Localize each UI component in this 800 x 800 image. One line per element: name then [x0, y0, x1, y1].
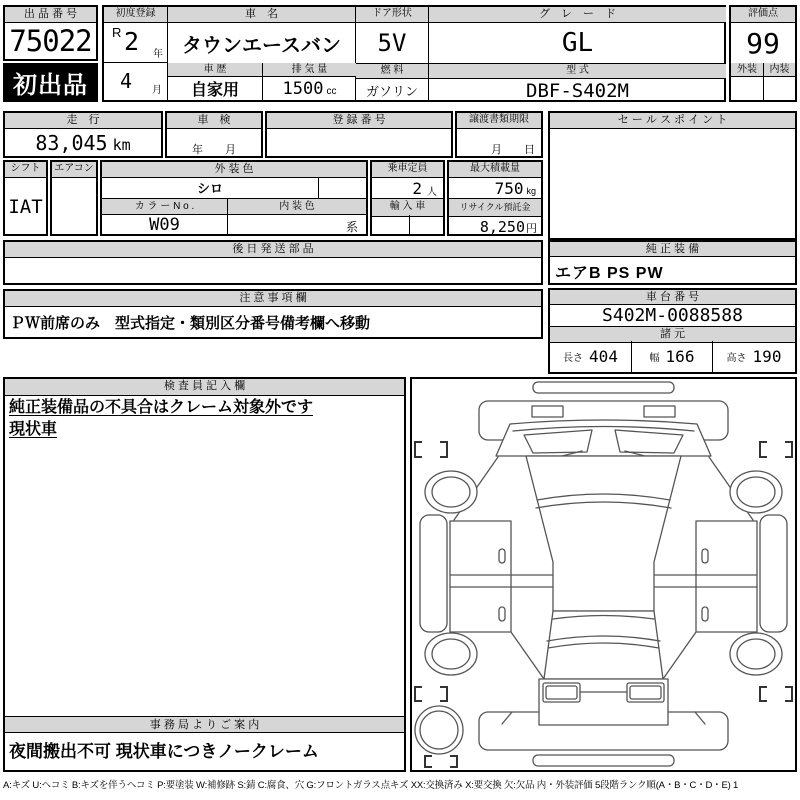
inspector-box: [3, 377, 406, 772]
history-label: 車 歴: [168, 63, 262, 77]
interior-color-cell: [227, 215, 366, 234]
office-notice-value: 夜間搬出不可 現状車につきノークレーム: [9, 742, 319, 761]
sales-point-box: [548, 111, 797, 240]
mileage-unit: km: [112, 136, 131, 154]
spec-width-cell: [631, 341, 712, 372]
mileage-box: [3, 111, 163, 158]
oem-equipment-label: 純 正 装 備: [550, 242, 795, 257]
caution-value: ＰＷ前席のみ 型式指定・類別区分番号備考欄へ移動: [10, 315, 371, 332]
mileage-label: 走 行: [5, 113, 161, 129]
left-mirror-bracket: [415, 442, 447, 457]
door-column: [356, 7, 429, 100]
grade-value: GL: [429, 23, 726, 64]
spare-tire: [415, 706, 463, 754]
later-parts-value: [5, 257, 541, 283]
later-parts-box: [3, 240, 543, 285]
chassis-label: 車 台 番 号: [550, 290, 795, 305]
capacity-cell: [372, 178, 443, 198]
door-value: 5V: [356, 23, 428, 64]
mileage-cell: [5, 129, 161, 157]
rear-hatch: [544, 611, 663, 679]
transfer-docs-label: 譲渡書類期限: [457, 113, 541, 129]
caution-label: 注 意 事 項 欄: [5, 291, 541, 307]
history-value: 自家用: [190, 82, 239, 99]
color-no-label: カ ラ ー N o .: [102, 198, 227, 215]
color-area-box: [100, 160, 368, 236]
lot-number-value: 75022: [9, 24, 92, 58]
displacement-cell: [262, 77, 356, 100]
displacement-label: 排 気 量: [262, 63, 356, 77]
spec-width-label: 幅: [649, 353, 660, 364]
left-sill: [420, 515, 447, 632]
left-doors: [450, 521, 511, 632]
right-doors: [696, 521, 757, 632]
inspector-label: 検 査 員 記 入 欄: [5, 379, 404, 396]
capacity-label: 乗車定員: [372, 162, 443, 178]
vehicle-header-box: [102, 5, 726, 102]
recycle-deposit-label: リサイクル預託金: [449, 198, 541, 217]
registration-number-label: 登 録 番 号: [267, 113, 451, 129]
oem-equipment-value: エアB PS PW: [555, 265, 664, 282]
exterior-color-label: 外 装 色: [102, 162, 366, 178]
car-name-label: 車 名: [168, 7, 355, 23]
rear-lower-bar: [533, 755, 674, 766]
spec-width-value: 166: [665, 347, 695, 366]
oem-equipment-box: [548, 240, 797, 285]
right-mirror-bracket: [760, 442, 792, 457]
recycle-deposit-unit: 円: [526, 222, 537, 235]
reg-month-unit: 月: [152, 85, 162, 96]
capacity-box: [370, 160, 445, 236]
inspection-label: 車 検: [167, 113, 261, 129]
shift-box: [3, 160, 48, 236]
spec-height-value: 190: [752, 347, 782, 366]
grade-column: [429, 7, 726, 100]
transfer-docs-box: [455, 111, 543, 158]
recycle-deposit-cell: [449, 217, 541, 236]
color-no-value: W09: [149, 214, 180, 235]
fuel-value: ガソリン: [365, 84, 418, 99]
interior-grade-label: 内装: [763, 63, 795, 77]
recycle-deposit-value: 8,250: [479, 217, 525, 236]
spec-length-value: 404: [589, 347, 618, 366]
aircon-value: [52, 178, 96, 235]
max-load-box: [447, 160, 543, 236]
car-name-column: [168, 7, 356, 100]
registration-number-box: [265, 111, 453, 158]
displacement-unit: cc: [326, 86, 337, 97]
spec-height-cell: [712, 341, 795, 372]
score-label: 評価点: [731, 7, 795, 23]
interior-color-suffix: 系: [345, 220, 358, 234]
lot-number-label: 出 品 番 号: [5, 7, 96, 23]
office-notice-label: 事 務 局 よ り ご 案 内: [5, 716, 404, 733]
max-load-value: 750: [494, 178, 524, 198]
reg-year: 2: [124, 27, 140, 56]
score-value: 99: [731, 23, 795, 64]
exterior-color-value: シロ: [196, 181, 223, 196]
inspector-note-line2: 現状車: [9, 421, 58, 438]
specs-label: 諸 元: [550, 327, 795, 343]
car-exterior-diagram: [412, 379, 795, 769]
score-box: [729, 5, 797, 102]
first-listing-badge: 初出品: [3, 63, 98, 102]
spec-height-label: 高さ: [726, 353, 747, 364]
displacement-value: 1500: [282, 78, 324, 99]
era-letter: R: [112, 25, 122, 40]
import-car-label: 輸 入 車: [372, 198, 443, 217]
first-registration-column: [104, 7, 168, 100]
import-car-cell-left: [372, 215, 409, 234]
chassis-box: [548, 288, 797, 374]
sales-point-value: [550, 128, 795, 238]
inspector-notes: [5, 395, 404, 716]
reg-year-unit: 年: [153, 49, 163, 60]
inspector-note-line1: 純正装備品の不具合はクレーム対象外です: [9, 399, 314, 416]
roof-panel: [526, 456, 681, 611]
exterior-color-spare-cell: [318, 177, 366, 198]
sales-point-label: セ ー ル ス ポ イ ン ト: [550, 113, 795, 129]
import-car-cell-right: [409, 215, 443, 234]
registration-number-value: [267, 129, 451, 157]
damage-code-legend: A:キズ U:ヘコミ B:キズを伴うヘコミ P:要塗装 W:補修跡 S:錆 C:腐食、穴 G:フロントガラス点キズ XX:交換済み X:要交換 欠:欠品 内・外装評価 5段階ランク順(A・B・C・D・E) 1: [3, 780, 739, 791]
door-label: ドア形状: [356, 7, 428, 23]
max-load-unit: kg: [526, 186, 536, 196]
interior-color-label: 内 装 色: [227, 198, 366, 215]
inspection-box: [165, 111, 263, 158]
first-registration-month-cell: [104, 63, 167, 100]
specs-row: [550, 341, 795, 372]
interior-grade-value: [763, 77, 795, 100]
caution-box: [3, 289, 543, 339]
chassis-value: S402M-0088588: [550, 305, 795, 327]
first-registration-year-cell: [104, 22, 167, 63]
inspection-value: 年 月: [192, 144, 236, 156]
first-registration-label: 初度登録: [104, 7, 167, 23]
model-code-value: DBF-S402M: [526, 79, 629, 102]
later-parts-label: 後 日 発 送 部 品: [5, 242, 541, 258]
spec-length-cell: [550, 341, 631, 372]
model-code-label: 型 式: [429, 64, 726, 79]
capacity-unit: 人: [427, 187, 437, 198]
aircon-box: [50, 160, 98, 236]
max-load-label: 最大積載量: [449, 162, 541, 178]
lot-number-box: [3, 5, 98, 61]
spec-length-label: 長さ: [563, 353, 584, 364]
car-name-value: タウンエースバン: [168, 23, 355, 64]
fuel-label: 燃 料: [356, 64, 428, 79]
exterior-grade-label: 外装: [731, 63, 763, 77]
capacity-value: 2: [412, 178, 422, 198]
grade-label: グ レ ー ド: [429, 7, 726, 23]
shift-label: シフト: [5, 162, 46, 178]
car-diagram-box: [410, 377, 797, 772]
mileage-value: 83,045: [35, 131, 108, 155]
roof-front-bar: [533, 382, 674, 393]
transfer-docs-value: 月 日: [491, 144, 535, 156]
aircon-label: エアコン: [52, 162, 96, 178]
right-sill: [760, 515, 787, 632]
exterior-grade-value: [731, 77, 763, 100]
max-load-cell: [449, 178, 541, 198]
reg-month: 4: [120, 69, 133, 93]
shift-value: IAT: [8, 195, 43, 218]
